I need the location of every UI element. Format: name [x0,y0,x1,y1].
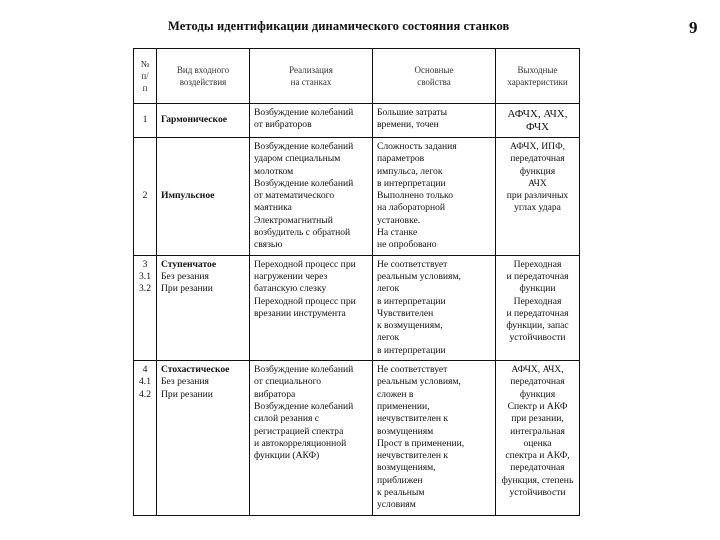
cell-line: нагружении через [254,270,328,282]
cell-line: 3 [142,258,148,270]
header-line: Реализация [289,64,333,75]
cell-line: при резании, [511,413,564,425]
methods-table [133,48,580,516]
cell-line: передаточная [510,153,565,165]
cell-outputs [496,361,580,516]
cell-line: Сложность задания [377,141,457,152]
header-type [157,49,250,104]
cell-line: условиям [377,499,416,511]
cell-line: от математического [254,190,335,202]
cell-line: в интерпретации [377,177,446,189]
cell-realization [250,104,373,138]
header-line: воздействия [179,77,227,87]
cell-line: приближен [377,474,423,486]
table-row [134,361,580,516]
cell-line: передаточная [510,376,565,388]
cell-realization [250,255,373,360]
cell-line: спектра и АКФ, [505,450,570,462]
cell-line: Выполнено только [377,190,454,202]
cell-line: При резании [161,283,213,295]
cell-line: врезании инструмента [254,307,346,319]
cell-line: устойчивости [509,487,566,499]
cell-line: Возбуждение колебаний [254,177,354,189]
header-line: № [140,58,150,69]
header-line: п/ [141,70,149,81]
cell-line: Возбуждение колебаний [254,141,354,152]
header-line: Вид входного [176,64,230,75]
cell-line: силой резания с [254,413,320,425]
cell-type [157,138,250,256]
cell-line: Спектр и АКФ [507,400,568,412]
cell-line: вибратора [254,388,296,400]
cell-line: углах удара [514,202,561,214]
header-line: характеристики [507,77,568,87]
cell-outputs [496,255,580,360]
cell-line: передаточная [510,462,565,474]
cell-line: легок [377,332,400,344]
cell-line: возбудитель с обратной [254,227,351,239]
cell-line: АФЧХ, АЧХ, [511,364,564,376]
cell-num [134,255,157,360]
cell-line: в интерпретации [377,344,446,356]
cell-line: батанскую слезку [254,283,327,295]
cell-line: Стохастическое [161,364,230,376]
header-line: свойства [417,77,451,87]
cell-line: времени, точен [377,119,439,131]
table-row [134,104,580,138]
cell-line: функции, запас [506,320,569,332]
cell-line: Не соответствует [377,258,448,270]
cell-num [134,104,157,138]
cell-line: Не соответствует [377,364,448,376]
cell-realization [250,138,373,256]
cell-line: ударом специальным [254,153,341,165]
cell-line: к возмущениям, [377,320,443,332]
cell-line: АФЧХ, АЧХ, ФЧХ [507,108,568,133]
header-line: Выходные [517,64,558,75]
cell-line: возмущениям [377,425,434,437]
cell-line: 1 [142,114,148,126]
page-number: 9 [689,18,698,37]
cell-num [134,361,157,516]
cell-properties [373,138,496,256]
cell-line: при различных [506,190,569,202]
cell-type [157,104,250,138]
cell-line: молотком [254,165,294,177]
cell-line: от специального [254,376,322,388]
cell-line: импульса, легок [377,165,443,177]
cell-line: устойчивости [509,332,566,344]
cell-line: функция [519,165,556,177]
cell-line: Чувствителен [377,307,434,319]
cell-line: Без резания [161,376,209,388]
table-row [134,255,580,360]
cell-line: маятника [254,202,292,214]
cell-line: На станке [377,227,418,239]
table-header-row [134,49,580,104]
cell-line: АФЧХ, ИПФ, [509,141,566,152]
cell-line: реальным условиям, [377,376,461,388]
cell-line: Без резания [161,270,209,282]
cell-line: не опробовано [377,239,437,251]
header-line: на станках [290,77,332,87]
cell-line: сложен в [377,388,414,400]
cell-line: 4.1 [139,376,151,388]
cell-line: 4.2 [139,388,151,400]
cell-line: и передаточная [506,307,569,319]
cell-line: Прост в применении, [377,437,465,449]
cell-num [134,138,157,256]
cell-line: регистрацией спектра [254,425,344,437]
cell-type [157,361,250,516]
cell-line: нечувствителен к [377,413,449,425]
cell-line: Переходной процесс при [254,258,356,270]
cell-line: Переходная [513,295,562,307]
cell-line: на лабораторной [377,202,446,214]
cell-line: Переходная [513,258,562,270]
cell-line: функции (АКФ) [254,450,320,462]
cell-line: легок [377,283,400,295]
cell-line: Возбуждение колебаний [254,364,354,376]
cell-line: Возбуждение колебаний [254,107,354,118]
cell-properties [373,255,496,360]
cell-line: 3.2 [139,283,151,295]
cell-line: АЧХ [528,177,547,189]
cell-line: связью [254,239,283,251]
cell-line: Большие затраты [377,107,448,118]
cell-line: параметров [377,153,425,165]
cell-properties [373,361,496,516]
cell-line: функция, степень [501,474,574,486]
cell-line: Переходной процесс при [254,295,356,307]
header-num [134,49,157,104]
cell-line: При резании [161,388,213,400]
cell-properties [373,104,496,138]
cell-line: 2 [142,190,148,202]
cell-realization [250,361,373,516]
header-realization [250,49,373,104]
cell-line: оценка [523,437,552,449]
page-title: Методы идентификации динамического состояния станков [168,19,510,33]
table-row [134,138,580,256]
cell-line: установке. [377,214,421,226]
cell-line: и передаточная [506,270,569,282]
cell-line: функция [519,388,556,400]
cell-line: Электромагнитный [254,214,333,226]
cell-line: реальным условиям, [377,270,461,282]
cell-line: функции [519,283,556,295]
cell-outputs [496,104,580,138]
cell-line: возмущениям, [377,462,436,474]
cell-outputs [496,138,580,256]
cell-line: интегральная [510,425,565,437]
cell-line: применении, [377,400,430,412]
cell-line: Гармоническое [161,114,228,126]
cell-line: нечувствителен к [377,450,449,462]
cell-line: 3.1 [139,270,151,282]
header-properties [373,49,496,104]
cell-line: Импульсное [161,190,215,202]
header-outputs [496,49,580,104]
cell-line: и автокорреляционной [254,437,347,449]
header-line: Основные [414,64,454,75]
cell-line: 4 [142,364,148,376]
cell-line: в интерпретации [377,295,446,307]
cell-line: к реальным [377,487,425,499]
cell-type [157,255,250,360]
header-line: п [142,83,148,94]
cell-line: от вибраторов [254,119,312,131]
cell-line: Возбуждение колебаний [254,400,354,412]
cell-line: Ступенчатое [161,258,217,270]
